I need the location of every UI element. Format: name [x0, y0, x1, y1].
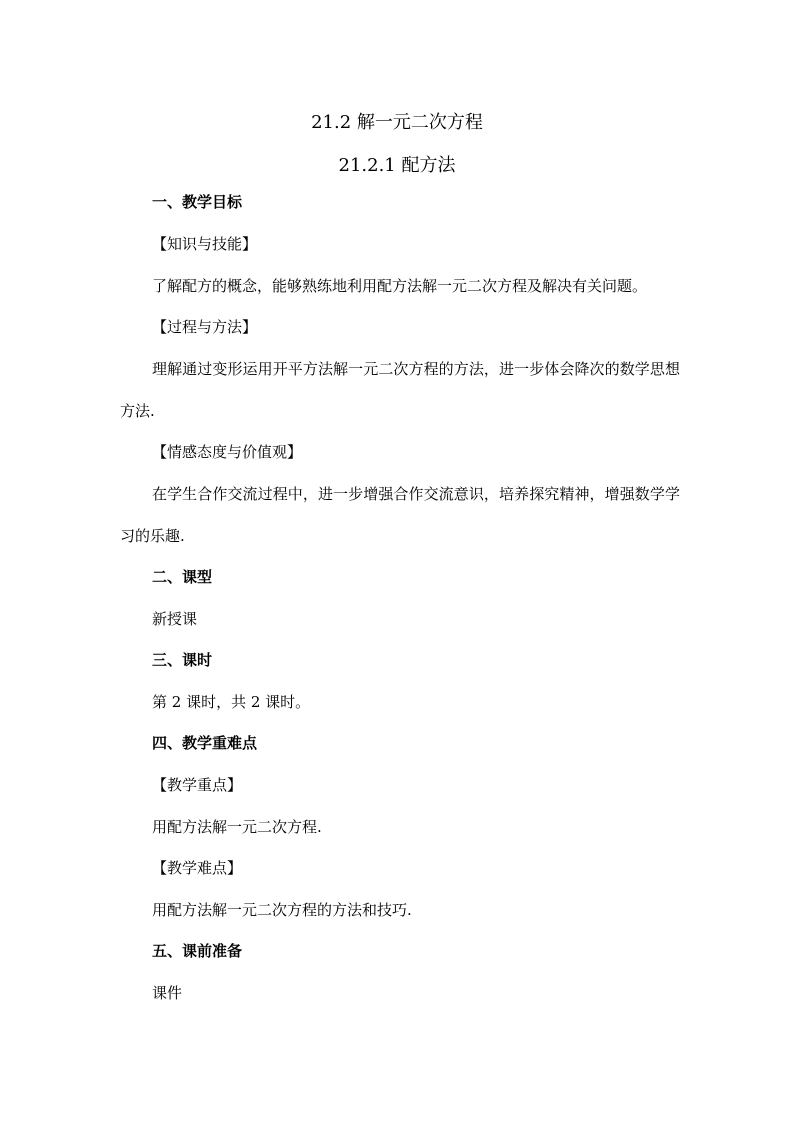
section-heading-lesson-type: 二、课型: [152, 568, 213, 586]
paragraph-attitudes-values: 在学生合作交流过程中，进一步增强合作交流意识，培养探究精神，增强数学学习的乐趣.: [120, 485, 680, 545]
section-heading-teaching-goals: 一、教学目标: [152, 193, 243, 211]
paragraph-lesson-type: 新授课: [152, 610, 198, 628]
paragraph-preparation: 课件: [152, 984, 183, 1002]
section-heading-key-difficult-points: 四、教学重难点: [152, 734, 258, 752]
subheading-attitudes-values: 【情感态度与价值观】: [152, 443, 303, 461]
paragraph-difficult-points: 用配方法解一元二次方程的方法和技巧.: [152, 901, 412, 919]
subheading-difficult-points: 【教学难点】: [152, 859, 243, 877]
subheading-key-points: 【教学重点】: [152, 776, 243, 794]
document-title: 21.2 解一元二次方程: [311, 112, 483, 133]
paragraph-key-points: 用配方法解一元二次方程.: [152, 818, 322, 836]
section-heading-class-hours: 三、课时: [152, 651, 213, 669]
paragraph-process-methods: 理解通过变形运用开平方法解一元二次方程的方法，进一步体会降次的数学思想方法.: [120, 360, 680, 420]
paragraph-class-hours: 第 2 课时，共 2 课时。: [152, 693, 311, 711]
subheading-process-methods: 【过程与方法】: [152, 318, 258, 336]
document-subtitle: 21.2.1 配方法: [338, 155, 456, 176]
section-heading-preparation: 五、课前准备: [152, 942, 243, 960]
paragraph-knowledge-skills: 了解配方的概念，能够熟练地利用配方法解一元二次方程及解决有关问题。: [152, 277, 648, 295]
subheading-knowledge-skills: 【知识与技能】: [152, 235, 258, 253]
